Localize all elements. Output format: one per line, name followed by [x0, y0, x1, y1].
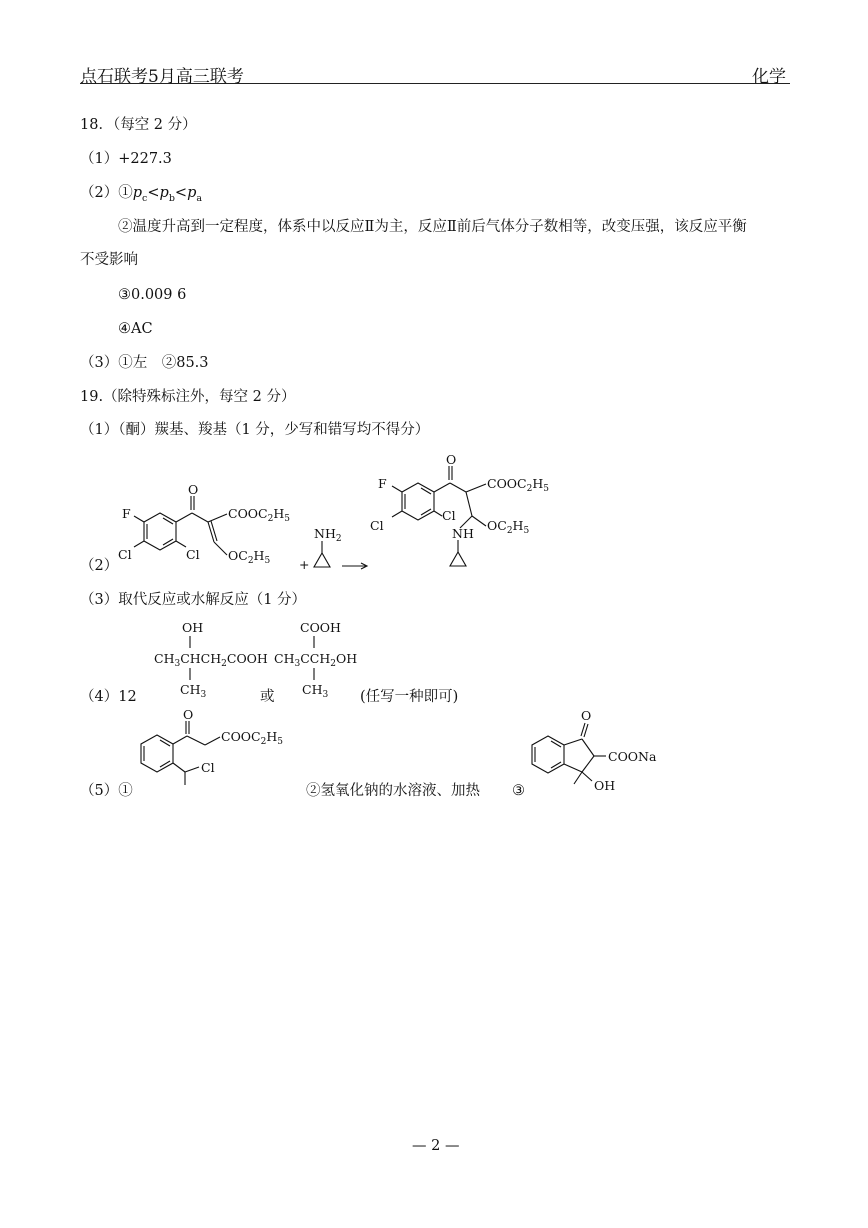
product-ethoxy: $OC_2H_5$: [487, 518, 530, 536]
acid2-methyl: $CH_3$: [302, 682, 329, 700]
header-title: 点石联考5月高三联考: [80, 67, 244, 87]
acid1-chain: $CH_3CHCH_2COOH$: [154, 651, 268, 669]
q19-answer-4-or: 或: [260, 689, 275, 705]
product-fluorine: F: [378, 476, 387, 491]
q19-answer-2-label: （2）: [80, 558, 119, 574]
q19-answer-5-1-label: （5）①: [80, 783, 133, 799]
isomer-acid-1-structure: [150, 618, 270, 698]
synthesis-intermediate-structure: [125, 705, 305, 800]
amine-nh2: $NH_2$: [314, 526, 342, 544]
isomer-acid-2-structure: [270, 618, 380, 698]
reactant-ethoxy: $OC_2H_5$: [228, 548, 271, 566]
product-nh: NH: [452, 526, 474, 541]
q19-answer-4-count: （4）12: [80, 689, 137, 705]
header-rule: [80, 83, 790, 84]
q19-answer-3: （3）取代反应或水解反应（1 分）: [80, 592, 307, 608]
reactant-structure: [110, 480, 310, 580]
q19-answer-5-3-label: ③: [512, 783, 525, 799]
reactant-chlorine-1: Cl: [118, 547, 132, 562]
q19-answer-5-2: ②氢氧化钠的水溶液、加热: [306, 783, 480, 799]
q18-answer-2-3: ③0.009 6: [118, 287, 187, 303]
q18-answer-2-1: $(2)①p_c<p_b<p_a$: [80, 185, 203, 204]
q18-answer-2-2-line2: 不受影响: [80, 252, 138, 268]
acid2-carboxyl: COOH: [300, 620, 341, 635]
s5b-oxygen: O: [581, 708, 592, 723]
q18-title: 18．（每空 2 分）: [80, 117, 197, 133]
s5b-hydroxyl: OH: [594, 778, 616, 793]
s5a-chlorine: Cl: [201, 760, 215, 775]
q19-title: 19.（除特殊标注外，每空 2 分）: [80, 389, 296, 405]
reactant-oxygen: O: [188, 482, 199, 497]
q18-answer-2-4: ④AC: [118, 321, 153, 337]
reactant-fluorine: F: [122, 506, 131, 521]
product-chlorine-1: Cl: [370, 518, 384, 533]
page-number: — 2 —: [412, 1138, 460, 1154]
reactant-chlorine-2: Cl: [186, 547, 200, 562]
s5b-carboxylate: COONa: [608, 749, 657, 764]
indanone-product-structure: [526, 706, 676, 798]
q18-answer-2-2-line1: ②温度升高到一定程度，体系中以反应Ⅱ为主，反应Ⅱ前后气体分子数相等，改变压强，该反应平衡: [118, 219, 747, 235]
header-subject: 化学: [752, 67, 786, 87]
reactant-ester: $COOC_2H_5$: [228, 506, 290, 524]
q18-answer-1: （1）+227.3: [80, 151, 172, 167]
acid2-chain: $CH_3CCH_2OH$: [274, 651, 358, 669]
s5a-oxygen: O: [183, 707, 194, 722]
product-chlorine-2: Cl: [442, 508, 456, 523]
product-ester: $COOC_2H_5$: [487, 476, 549, 494]
s5a-ester: $COOC_2H_5$: [221, 729, 283, 747]
acid1-methyl: $CH_3$: [180, 682, 207, 700]
q19-answer-1: （1）（酮）羰基、羧基（1 分，少写和错写均不得分）: [80, 422, 430, 438]
plus-sign: +: [299, 557, 310, 572]
acid1-hydroxyl: OH: [182, 620, 204, 635]
q19-answer-4-note: (任写一种即可): [360, 689, 459, 705]
product-oxygen: O: [446, 452, 457, 467]
q18-answer-3: （3）①左 ②85.3: [80, 355, 209, 371]
product-structure: [360, 448, 570, 578]
